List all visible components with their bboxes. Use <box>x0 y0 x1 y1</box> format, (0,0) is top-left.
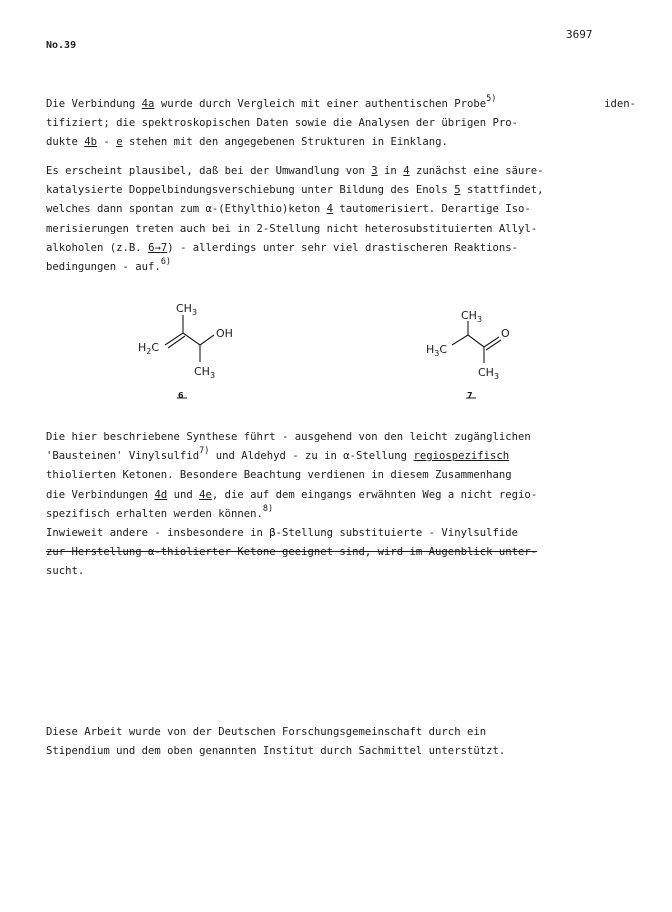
chemical-structures <box>0 295 672 415</box>
paragraph-synthesis <box>46 428 636 582</box>
text-line: welches dann spontan zum α-(Ethylthio)keton 4 tautomerisiert. Derartige Iso- <box>46 203 531 216</box>
text-line: bedingungen - auf.$^{6)}$ <box>46 257 172 274</box>
page-number: 3697 <box>566 28 593 41</box>
compound-ref: 4 <box>326 203 334 216</box>
text-line: dukte 4b - e stehen mit den angegebenen Strukturen in Einklang. <box>46 136 448 149</box>
text-line: sucht. <box>46 565 85 578</box>
compound-ref: e <box>116 136 123 149</box>
emphasis: regiospezifisch <box>413 450 510 463</box>
text-line: thiolierten Ketonen. Besondere Beachtung verdienen in diesem Zusammenhang <box>46 469 512 482</box>
text-line: tifiziert; die spektroskopischen Daten sowie die Analysen der übrigen Pro- <box>46 117 518 130</box>
structure-compound-6 <box>165 315 214 362</box>
methyl-group-label: $CH_3$ <box>478 366 500 381</box>
compound-ref: 7 <box>160 241 168 254</box>
text-line: 'Bausteinen' Vinylsulfid$^{7)}$ und Aldehyd - zu in α-Stellung regiospezifisch <box>46 446 510 463</box>
compound-ref: 4e <box>199 488 212 501</box>
paragraph-mechanism <box>46 162 636 277</box>
compound-ref: 5 <box>454 184 461 197</box>
paragraph-acknowledgement <box>46 723 636 761</box>
text-line: Es erscheint plausibel, daß bei der Umwandlung von 3 in 4 zunächst eine säure- <box>46 165 544 177</box>
text-line: die Verbindungen 4d und 4e, die auf dem eingangs erwähnten Weg a nicht regio- <box>46 488 538 501</box>
footnote-ref: 8) <box>262 503 274 514</box>
compound-label-7: 7 <box>467 391 473 400</box>
carbonyl-oxygen-label: O <box>501 327 510 340</box>
compound-ref: 4a <box>141 98 155 110</box>
methylene-group-label: $H_2C$ <box>138 341 160 356</box>
methyl-group-label: $CH_3$ <box>176 302 198 317</box>
structure-compound-7 <box>452 321 501 363</box>
text-line: alkoholen (z.B. 6→7) - allerdings unter sehr viel drastischeren Reaktions- <box>46 241 519 254</box>
text-line: Die hier beschriebene Synthese führt - ausgehend von den leicht zugänglichen <box>46 431 531 443</box>
text-line: Diese Arbeit wurde von der Deutschen Forschungsgemeinschaft durch ein <box>46 726 487 738</box>
text-line: Die Verbindung 4a wurde durch Vergleich mit einer authentischen Probe$^{5)}$ iden- <box>46 94 636 110</box>
struck-text-line: zur Herstellung α-thiolierter Ketone geeignet sind, wird im Augenblick unter- <box>46 546 538 559</box>
methyl-group-label: $CH_3$ <box>194 365 216 380</box>
text-line: merisierungen treten auch bei in 2-Stellung nicht heterosubstituierten Allyl- <box>46 222 538 235</box>
compound-ref: 4d <box>154 488 168 501</box>
compound-ref: 3 <box>371 165 378 177</box>
text-line: Inwieweit andere - insbesondere in β-Stellung substituierte - Vinylsulfide <box>46 527 518 540</box>
text-line: Stipendium und dem oben genannten Institut durch Sachmittel unterstützt. <box>46 745 506 758</box>
reaction-arrow: → <box>154 241 161 254</box>
text-line: katalysierte Doppelbindungsverschiebung unter Bildung des Enols 5 stattfindet, <box>46 184 544 197</box>
footnote-ref: 6) <box>160 257 172 268</box>
methyl-group-label: $H_3C$ <box>426 343 448 358</box>
compound-ref: 4 <box>403 165 410 177</box>
compound-ref: 4b <box>84 136 98 149</box>
compound-ref: 6 <box>148 241 155 254</box>
footnote-ref: 5) <box>486 94 497 104</box>
methyl-group-label: $CH_3$ <box>461 309 483 324</box>
footnote-ref: 7) <box>199 446 210 457</box>
paragraph-identification <box>46 95 636 153</box>
hydroxyl-group-label: OH <box>216 327 233 340</box>
journal-issue: No.39 <box>46 40 77 51</box>
text-line: spezifisch erhalten werden können.$^{8)}$ <box>46 503 274 520</box>
compound-label-6: 6 <box>178 391 184 400</box>
